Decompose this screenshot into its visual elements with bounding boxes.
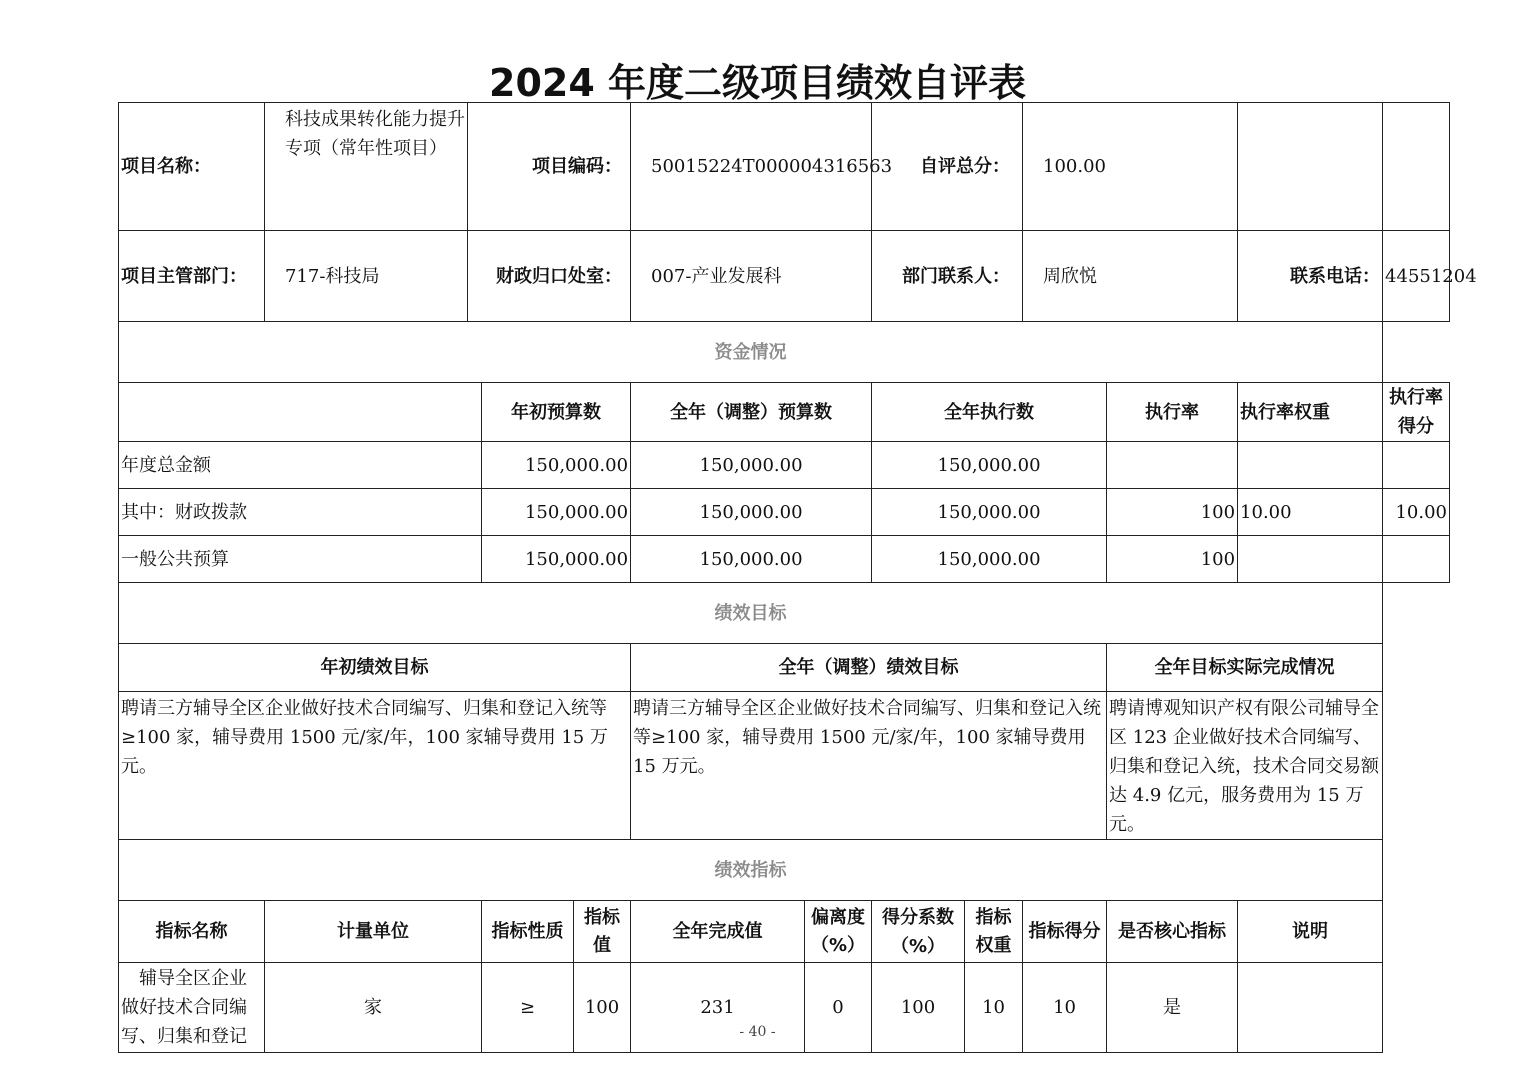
funds-executed: 150,000.00 [872,489,1107,536]
funds-weight: 10.00 [1238,489,1383,536]
adjusted-goal-text: 聘请三方辅导全区企业做好技术合同编写、归集和登记入统等≥100 家，辅导费用 1500 元/家/年，100 家辅导费用 15 万元。 [631,692,1107,840]
project-name-label: 项目名称： [119,103,265,231]
funds-header: 全年（调整）预算数 [631,383,872,442]
project-code-value: 50015224T000004316563 [631,103,872,231]
contact-label: 部门联系人： [872,231,1023,322]
funds-row-name: 其中：财政拨款 [119,489,482,536]
indicator-unit: 家 [265,963,482,1053]
initial-goal-text: 聘请三方辅导全区企业做好技术合同编写、归集和登记入统等≥100 家，辅导费用 1500 元/家/年，100 家辅导费用 15 万元。 [119,692,631,840]
funds-adjusted: 150,000.00 [631,442,872,489]
indicator-core: 是 [1107,963,1238,1053]
total-score-value: 100.00 [1023,103,1238,231]
indicator-name: 辅导全区企业做好技术合同编写、归集和登记 [119,963,265,1053]
self-evaluation-table [118,102,1477,1053]
indicators-header-row [119,901,1450,963]
indicators-section-title: 绩效指标 [119,840,1383,901]
funds-row [119,536,1450,583]
funds-rate: 100 [1107,536,1238,583]
funds-row-name: 年度总金额 [119,442,482,489]
goals-content-row [119,692,1450,840]
funds-rate [1107,442,1238,489]
funds-rate: 100 [1107,489,1238,536]
funds-executed: 150,000.00 [872,536,1107,583]
info-row-2 [119,231,1450,322]
goals-header: 年初绩效目标 [119,644,631,692]
funds-weight [1238,536,1383,583]
indicator-score: 10 [1023,963,1107,1053]
goals-header: 全年目标实际完成情况 [1107,644,1383,692]
goals-section-title: 绩效目标 [119,583,1383,644]
blank-cell [1238,103,1383,231]
indicator-nature: ≥ [482,963,574,1053]
indicator-header: 是否核心指标 [1107,901,1238,963]
indicator-weight: 10 [965,963,1023,1053]
indicator-header: 全年完成值 [631,901,805,963]
indicator-header: 指标名称 [119,901,265,963]
funds-header: 年初预算数 [482,383,631,442]
page-number: - 40 - [739,1024,776,1040]
page-title: 2024 年度二级项目绩效自评表 [489,61,1026,105]
funds-executed: 150,000.00 [872,442,1107,489]
indicator-header: 指标性质 [482,901,574,963]
indicator-target: 100 [574,963,631,1053]
funds-row-name: 一般公共预算 [119,536,482,583]
project-name-value: 科技成果转化能力提升专项（常年性项目） [265,103,468,231]
finance-value: 007-产业发展科 [631,231,872,322]
indicator-header: 计量单位 [265,901,482,963]
funds-header: 全年执行数 [872,383,1107,442]
dept-label: 项目主管部门： [119,231,265,322]
blank-cell [119,383,482,442]
indicator-coefficient: 100 [872,963,965,1053]
total-score-label: 自评总分： [872,103,1023,231]
goals-header-row [119,644,1450,692]
actual-completion-text: 聘请博观知识产权有限公司辅导全区 123 企业做好技术合同编写、归集和登记入统，技术合同交易额达 4.9 亿元，服务费用为 15 万元。 [1107,692,1383,840]
funds-row [119,489,1450,536]
funds-score [1383,442,1450,489]
contact-value: 周欣悦 [1023,231,1238,322]
funds-score [1383,536,1450,583]
funds-header: 执行率权重 [1238,383,1383,442]
indicator-header: 说明 [1238,901,1383,963]
indicator-header: 得分系数（%） [872,901,965,963]
dept-value: 717-科技局 [265,231,468,322]
indicator-header: 指标得分 [1023,901,1107,963]
funds-section-title: 资金情况 [119,322,1383,383]
indicator-actual: 231 [631,963,805,1053]
project-code-label: 项目编码： [468,103,631,231]
funds-score: 10.00 [1383,489,1450,536]
phone-value: 44551204 [1383,231,1450,322]
indicator-header: 指标权重 [965,901,1023,963]
phone-label: 联系电话： [1238,231,1383,322]
funds-initial: 150,000.00 [482,489,631,536]
funds-header-row [119,383,1450,442]
funds-initial: 150,000.00 [482,442,631,489]
funds-header: 执行率得分 [1383,383,1450,442]
blank-cell [1383,103,1450,231]
funds-header: 执行率 [1107,383,1238,442]
finance-label: 财政归口处室： [468,231,631,322]
goals-header: 全年（调整）绩效目标 [631,644,1107,692]
funds-adjusted: 150,000.00 [631,536,872,583]
funds-row [119,442,1450,489]
indicator-deviation: 0 [805,963,872,1053]
funds-adjusted: 150,000.00 [631,489,872,536]
funds-initial: 150,000.00 [482,536,631,583]
indicator-header: 偏离度（%） [805,901,872,963]
indicator-header: 指标值 [574,901,631,963]
funds-weight [1238,442,1383,489]
info-row-1 [119,103,1450,231]
